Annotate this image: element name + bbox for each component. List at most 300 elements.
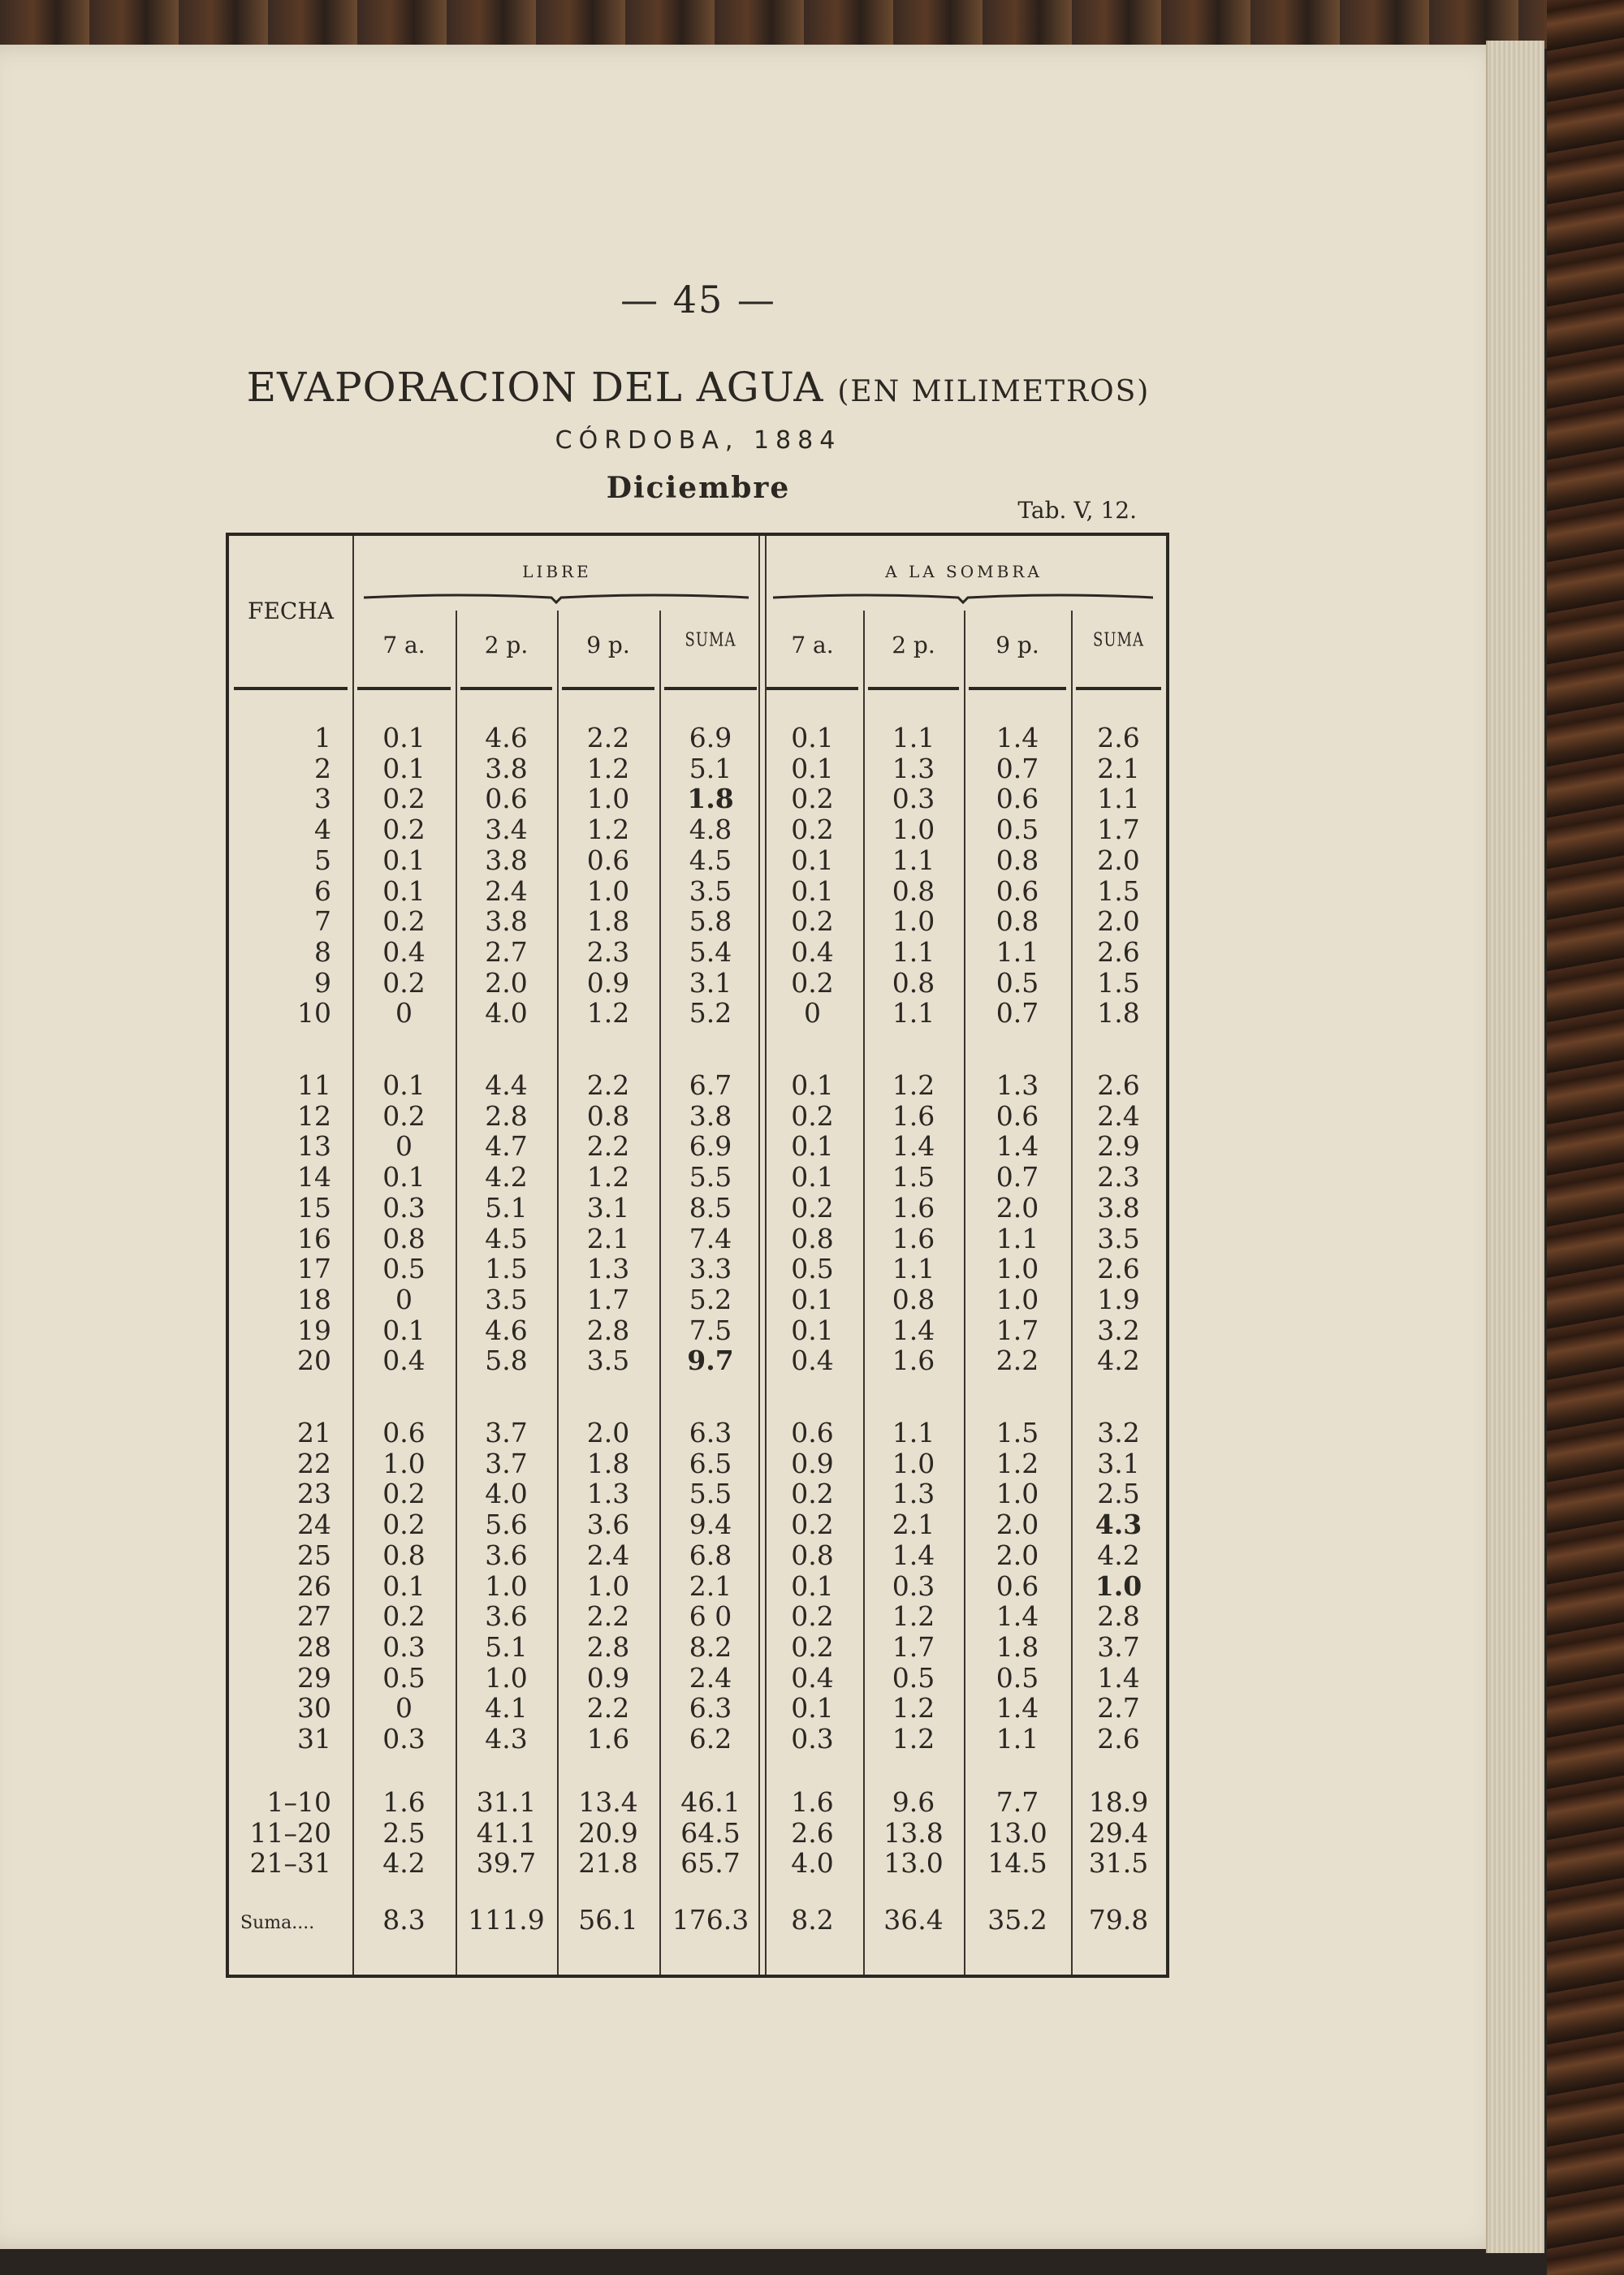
book-binding xyxy=(1547,0,1624,2275)
table-cell: 1.4 xyxy=(996,722,1039,753)
table-cell: 2.3 xyxy=(586,935,630,968)
table-cell: 3.5 xyxy=(1097,1222,1140,1254)
table-cell: 4.3 xyxy=(1095,1509,1142,1541)
header-rule xyxy=(969,687,1066,690)
date-cell: 19 xyxy=(297,1314,331,1346)
table-cell: 0 xyxy=(804,997,821,1030)
table-cell: 4.7 xyxy=(485,1130,528,1163)
table-cell: 0.2 xyxy=(382,1600,425,1633)
table-cell: 13.4 xyxy=(578,1786,638,1818)
table-cell: 31.5 xyxy=(1088,1847,1149,1880)
table-cell: 64.5 xyxy=(680,1816,741,1849)
table-cell: 1.6 xyxy=(382,1786,425,1818)
table-cell: 7.4 xyxy=(689,1222,732,1254)
table-cell: 0.5 xyxy=(892,1661,935,1694)
table-cell: 3.1 xyxy=(1097,1447,1140,1479)
table-cell: 0.9 xyxy=(586,966,630,999)
table-cell: 2.1 xyxy=(586,1222,630,1254)
table-cell: 7.5 xyxy=(689,1314,732,1346)
table-cell: 41.1 xyxy=(476,1816,537,1849)
table-cell: 0.8 xyxy=(791,1539,834,1571)
table-cell: 0.8 xyxy=(791,1222,834,1254)
table-cell: 8.5 xyxy=(689,1191,732,1224)
table-cell: 0.1 xyxy=(791,844,834,876)
table-cell: 2.0 xyxy=(1097,905,1140,938)
table-cell: 0.5 xyxy=(791,1253,834,1285)
table-cell: 1.1 xyxy=(996,935,1039,968)
table-cell: 0.4 xyxy=(791,1345,834,1377)
total-cell: 35.2 xyxy=(987,1904,1047,1936)
table-cell: 0.1 xyxy=(382,1069,425,1101)
table-cell: 0.7 xyxy=(996,752,1039,784)
table-cell: 6.8 xyxy=(689,1539,732,1571)
table-cell: 0.2 xyxy=(382,783,425,815)
table-cell: 4.5 xyxy=(485,1222,528,1254)
table-cell: 3.1 xyxy=(586,1191,630,1224)
table-cell: 1.6 xyxy=(892,1222,935,1254)
libre-brace xyxy=(364,591,749,604)
date-cell: 2 xyxy=(314,752,331,784)
table-cell: 0 xyxy=(395,1692,412,1725)
table-cell: 1.7 xyxy=(892,1630,935,1663)
table-cell: 2.1 xyxy=(1097,752,1140,784)
date-cell: 1 xyxy=(314,722,331,753)
table-cell: 4.6 xyxy=(485,1314,528,1346)
table-cell: 2.0 xyxy=(586,1417,630,1448)
header-rule xyxy=(234,687,348,690)
table-cell: 1.1 xyxy=(996,1723,1039,1755)
header-rule xyxy=(1076,687,1161,690)
table-cell: 2.1 xyxy=(892,1509,935,1541)
table-cell: 4.2 xyxy=(1097,1345,1140,1377)
table-cell: 1.2 xyxy=(586,814,630,846)
table-cell: 2.8 xyxy=(586,1630,630,1663)
table-cell: 65.7 xyxy=(680,1847,741,1880)
total-cell: 111.9 xyxy=(468,1904,545,1936)
date-cell: 14 xyxy=(297,1161,331,1194)
table-cell: 0.1 xyxy=(791,1569,834,1602)
table-cell: 1.3 xyxy=(892,752,935,784)
table-cell: 2.7 xyxy=(485,935,528,968)
table-cell: 1.1 xyxy=(892,935,935,968)
table-cell: 3.2 xyxy=(1097,1314,1140,1346)
table-cell: 2.8 xyxy=(1097,1600,1140,1633)
table-cell: 1.2 xyxy=(892,1692,935,1725)
table-cell: 0.4 xyxy=(791,935,834,968)
location-year: CÓRDOBA, 1884 xyxy=(555,426,842,455)
table-cell: 1.0 xyxy=(892,905,935,938)
table-cell: 0.1 xyxy=(382,844,425,876)
table-cell: 1.5 xyxy=(996,1417,1039,1448)
title-text: EVAPORACION DEL AGUA xyxy=(246,364,824,411)
table-cell: 5.8 xyxy=(689,905,732,938)
date-cell: 29 xyxy=(297,1661,331,1694)
table-cell: 0.6 xyxy=(996,1569,1039,1602)
table-cell: 0.2 xyxy=(791,1600,834,1633)
fecha-header: FECHA xyxy=(248,598,334,624)
table-cell: 0.2 xyxy=(382,1478,425,1510)
column-header-sombra-3: 9 p. xyxy=(996,632,1039,658)
table-cell: 1.6 xyxy=(892,1099,935,1132)
table-cell: 0.6 xyxy=(996,874,1039,907)
table-cell: 1.1 xyxy=(892,844,935,876)
table-cell: 1.1 xyxy=(892,722,935,753)
date-cell: 12 xyxy=(297,1099,331,1132)
table-cell: 2.8 xyxy=(485,1099,528,1132)
column-header-libre-1: 7 a. xyxy=(382,632,425,658)
table-cell: 0.7 xyxy=(996,1161,1039,1194)
table-cell: 0.1 xyxy=(382,874,425,907)
table-cell: 0.1 xyxy=(791,1692,834,1725)
table-cell: 13.0 xyxy=(987,1816,1047,1849)
table-cell: 5.4 xyxy=(689,935,732,968)
table-cell: 4.0 xyxy=(485,997,528,1030)
table-cell: 2.5 xyxy=(382,1816,425,1849)
table-cell: 0 xyxy=(395,1283,412,1315)
table-cell: 0.3 xyxy=(382,1191,425,1224)
table-cell: 1.8 xyxy=(996,1630,1039,1663)
date-cell: 30 xyxy=(297,1692,331,1725)
table-cell: 2.6 xyxy=(1097,1253,1140,1285)
table-cell: 0.1 xyxy=(382,752,425,784)
table-cell: 1.2 xyxy=(586,997,630,1030)
table-cell: 2.6 xyxy=(1097,722,1140,753)
table-cell: 4.1 xyxy=(485,1692,528,1725)
table-cell: 4.0 xyxy=(485,1478,528,1510)
date-cell: 10 xyxy=(297,997,331,1030)
table-cell: 39.7 xyxy=(476,1847,537,1880)
table-cell: 2.2 xyxy=(586,1692,630,1725)
table-cell: 0.4 xyxy=(382,1345,425,1377)
evaporation-table xyxy=(226,533,1169,1978)
table-cell: 3.6 xyxy=(485,1600,528,1633)
table-cell: 0.2 xyxy=(791,814,834,846)
table-cell: 4.8 xyxy=(689,814,732,846)
table-cell: 6.3 xyxy=(689,1692,732,1725)
table-cell: 1.3 xyxy=(586,1478,630,1510)
table-cell: 1.0 xyxy=(996,1283,1039,1315)
table-cell: 0.2 xyxy=(382,966,425,999)
table-cell: 3.8 xyxy=(485,905,528,938)
table-cell: 0.1 xyxy=(382,1569,425,1602)
table-cell: 3.2 xyxy=(1097,1417,1140,1448)
table-cell: 7.7 xyxy=(996,1786,1039,1818)
total-label: Suma.... xyxy=(240,1913,315,1933)
table-cell: 1.3 xyxy=(996,1069,1039,1101)
table-cell: 0.1 xyxy=(791,1314,834,1346)
column-header-sombra-2: 2 p. xyxy=(892,632,935,658)
header-rule xyxy=(664,687,757,690)
table-cell: 0.6 xyxy=(996,783,1039,815)
header-rule xyxy=(767,687,858,690)
date-cell: 21 xyxy=(297,1417,331,1448)
table-cell: 6.9 xyxy=(689,1130,732,1163)
table-cell: 2.0 xyxy=(996,1539,1039,1571)
table-cell: 0.3 xyxy=(892,1569,935,1602)
page-title xyxy=(0,364,1397,411)
date-cell: 15 xyxy=(297,1191,331,1224)
table-cell: 2.2 xyxy=(586,722,630,753)
table-cell: 1.0 xyxy=(586,1569,630,1602)
table-cell: 4.0 xyxy=(791,1847,834,1880)
table-cell: 2.9 xyxy=(1097,1130,1140,1163)
table-cell: 2.2 xyxy=(586,1130,630,1163)
table-cell: 1.2 xyxy=(892,1069,935,1101)
table-cell: 1.7 xyxy=(1097,814,1140,846)
table-cell: 2.0 xyxy=(996,1191,1039,1224)
table-cell: 0.2 xyxy=(382,905,425,938)
table-cell: 0.6 xyxy=(485,783,528,815)
table-cell: 3.3 xyxy=(689,1253,732,1285)
table-cell: 0.5 xyxy=(996,966,1039,999)
header-rule xyxy=(562,687,654,690)
table-cell: 6.5 xyxy=(689,1447,732,1479)
table-cell: 1.2 xyxy=(996,1447,1039,1479)
table-cell: 0.7 xyxy=(996,997,1039,1030)
column-header-libre-3: 9 p. xyxy=(586,632,630,658)
table-cell: 0.5 xyxy=(996,1661,1039,1694)
table-cell: 4.6 xyxy=(485,722,528,753)
table-cell: 0.2 xyxy=(382,1099,425,1132)
table-cell: 0.4 xyxy=(382,935,425,968)
date-cell: 21–31 xyxy=(249,1847,331,1880)
table-cell: 0.2 xyxy=(791,1630,834,1663)
table-cell: 1.4 xyxy=(996,1692,1039,1725)
date-cell: 7 xyxy=(314,905,331,938)
table-cell: 0.2 xyxy=(791,1478,834,1510)
table-cell: 3.8 xyxy=(689,1099,732,1132)
table-cell: 2.2 xyxy=(996,1345,1039,1377)
table-cell: 0.9 xyxy=(586,1661,630,1694)
table-cell: 1.1 xyxy=(1097,783,1140,815)
table-cell: 0.3 xyxy=(382,1630,425,1663)
table-cell: 4.2 xyxy=(485,1161,528,1194)
table-cell: 0.1 xyxy=(791,722,834,753)
table-cell: 0.2 xyxy=(791,1099,834,1132)
table-cell: 20.9 xyxy=(578,1816,638,1849)
table-cell: 0.8 xyxy=(382,1222,425,1254)
table-cell: 3.5 xyxy=(689,874,732,907)
table-cell: 1.0 xyxy=(485,1661,528,1694)
table-cell: 0.2 xyxy=(382,1509,425,1541)
table-cell: 1.4 xyxy=(892,1130,935,1163)
table-cell: 0.8 xyxy=(996,905,1039,938)
table-cell: 2.6 xyxy=(1097,935,1140,968)
table-cell: 2.6 xyxy=(1097,1723,1140,1755)
date-cell: 16 xyxy=(297,1222,331,1254)
table-cell: 9.4 xyxy=(689,1509,732,1541)
table-cell: 0.2 xyxy=(791,966,834,999)
table-cell: 0.2 xyxy=(382,814,425,846)
table-cell: 6 0 xyxy=(689,1600,732,1633)
date-cell: 5 xyxy=(314,844,331,876)
date-cell: 18 xyxy=(297,1283,331,1315)
total-cell: 56.1 xyxy=(578,1904,638,1936)
table-cell: 1.8 xyxy=(586,905,630,938)
table-cell: 1.0 xyxy=(1095,1569,1142,1602)
table-cell: 5.1 xyxy=(689,752,732,784)
table-cell: 13.0 xyxy=(883,1847,944,1880)
page-number: — 45 — xyxy=(620,278,776,322)
table-cell: 2.5 xyxy=(1097,1478,1140,1510)
date-cell: 8 xyxy=(314,935,331,968)
date-cell: 31 xyxy=(297,1723,331,1755)
table-cell: 2.4 xyxy=(586,1539,630,1571)
table-cell: 1.8 xyxy=(687,783,734,815)
table-cell: 1.2 xyxy=(892,1600,935,1633)
date-cell: 22 xyxy=(297,1447,331,1479)
table-cell: 0.6 xyxy=(996,1099,1039,1132)
table-cell: 0.8 xyxy=(996,844,1039,876)
column-header-libre-2: 2 p. xyxy=(484,632,529,658)
table-cell: 4.2 xyxy=(1097,1539,1140,1571)
table-cell: 0.6 xyxy=(586,844,630,876)
libre-group-header: LIBRE xyxy=(522,562,592,581)
table-cell: 3.6 xyxy=(586,1509,630,1541)
table-reference: Tab. V, 12. xyxy=(1017,497,1137,524)
date-cell: 6 xyxy=(314,874,331,907)
table-cell: 29.4 xyxy=(1088,1816,1149,1849)
table-cell: 0.1 xyxy=(791,1161,834,1194)
table-cell: 2.1 xyxy=(689,1569,732,1602)
table-cell: 2.6 xyxy=(1097,1069,1140,1101)
table-cell: 13.8 xyxy=(883,1816,944,1849)
table-cell: 1.1 xyxy=(892,1253,935,1285)
table-cell: 0 xyxy=(395,997,412,1030)
table-cell: 0.8 xyxy=(382,1539,425,1571)
table-cell: 1.4 xyxy=(892,1539,935,1571)
table-cell: 0.8 xyxy=(892,966,935,999)
table-cell: 5.1 xyxy=(485,1630,528,1663)
date-cell: 28 xyxy=(297,1630,331,1663)
date-cell: 3 xyxy=(314,783,331,815)
table-cell: 0.2 xyxy=(791,905,834,938)
table-cell: 2.4 xyxy=(689,1661,732,1694)
table-cell: 6.9 xyxy=(689,722,732,753)
table-cell: 0.3 xyxy=(892,783,935,815)
table-cell: 0.6 xyxy=(382,1417,425,1448)
table-cell: 1.1 xyxy=(892,1417,935,1448)
total-cell: 8.3 xyxy=(382,1904,425,1936)
table-cell: 0.9 xyxy=(791,1447,834,1479)
table-cell: 2.0 xyxy=(996,1509,1039,1541)
table-cell: 5.2 xyxy=(689,997,732,1030)
table-cell: 0.2 xyxy=(791,783,834,815)
table-cell: 1.5 xyxy=(892,1161,935,1194)
table-cell: 5.1 xyxy=(485,1191,528,1224)
table-cell: 3.1 xyxy=(689,966,732,999)
table-cell: 3.7 xyxy=(485,1417,528,1448)
date-cell: 26 xyxy=(297,1569,331,1602)
table-cell: 1.7 xyxy=(996,1314,1039,1346)
date-cell: 9 xyxy=(314,966,331,999)
table-cell: 1.6 xyxy=(586,1723,630,1755)
table-cell: 1.6 xyxy=(892,1191,935,1224)
month-heading: Diciembre xyxy=(606,471,791,505)
table-cell: 5.5 xyxy=(689,1161,732,1194)
table-cell: 0.1 xyxy=(382,1161,425,1194)
table-cell: 1.1 xyxy=(996,1222,1039,1254)
header-rule xyxy=(868,687,959,690)
table-cell: 5.8 xyxy=(485,1345,528,1377)
table-cell: 3.7 xyxy=(485,1447,528,1479)
table-cell: 1.3 xyxy=(586,1253,630,1285)
table-cell: 6.2 xyxy=(689,1723,732,1755)
table-cell: 14.5 xyxy=(987,1847,1047,1880)
sombra-group-header: A LA SOMBRA xyxy=(885,562,1043,581)
date-cell: 4 xyxy=(314,814,331,846)
table-cell: 2.4 xyxy=(485,874,528,907)
table-cell: 1.6 xyxy=(892,1345,935,1377)
table-cell: 1.6 xyxy=(791,1786,834,1818)
table-cell: 0.6 xyxy=(791,1417,834,1448)
date-cell: 17 xyxy=(297,1253,331,1285)
table-cell: 21.8 xyxy=(578,1847,638,1880)
table-cell: 1.0 xyxy=(586,783,630,815)
table-cell: 3.5 xyxy=(586,1345,630,1377)
table-cell: 0.1 xyxy=(382,722,425,753)
total-cell: 176.3 xyxy=(672,1904,749,1936)
title-unit: (EN MILIMETROS) xyxy=(837,375,1151,408)
table-cell: 0.3 xyxy=(791,1723,834,1755)
table-cell: 0.1 xyxy=(791,752,834,784)
table-cell: 3.8 xyxy=(1097,1191,1140,1224)
table-cell: 1.8 xyxy=(1097,997,1140,1030)
table-cell: 1.4 xyxy=(996,1600,1039,1633)
table-cell: 0.8 xyxy=(892,1283,935,1315)
table-cell: 0.3 xyxy=(382,1723,425,1755)
date-cell: 24 xyxy=(297,1509,331,1541)
table-cell: 0.5 xyxy=(382,1661,425,1694)
table-cell: 2.2 xyxy=(586,1069,630,1101)
table-cell: 1.9 xyxy=(1097,1283,1140,1315)
table-cell: 5.6 xyxy=(485,1509,528,1541)
table-cell: 1.2 xyxy=(892,1723,935,1755)
column-header-sombra-1: 7 a. xyxy=(791,632,834,658)
table-cell: 1.2 xyxy=(586,752,630,784)
sombra-brace xyxy=(773,591,1153,604)
column-header-libre-4: SUMA xyxy=(685,628,736,652)
date-cell: 11–20 xyxy=(249,1816,331,1849)
table-cell: 0.2 xyxy=(791,1191,834,1224)
date-cell: 27 xyxy=(297,1600,331,1633)
table-cell: 3.8 xyxy=(485,752,528,784)
table-cell: 1.1 xyxy=(892,997,935,1030)
table-cell: 2.0 xyxy=(1097,844,1140,876)
table-cell: 1.4 xyxy=(892,1314,935,1346)
date-cell: 23 xyxy=(297,1478,331,1510)
table-cell: 3.7 xyxy=(1097,1630,1140,1663)
table-cell: 2.4 xyxy=(1097,1099,1140,1132)
table-cell: 0.2 xyxy=(791,1509,834,1541)
table-cell: 4.5 xyxy=(689,844,732,876)
table-cell: 1.5 xyxy=(485,1253,528,1285)
table-cell: 0.1 xyxy=(791,874,834,907)
column-header-sombra-4: SUMA xyxy=(1093,628,1144,652)
total-cell: 79.8 xyxy=(1088,1904,1149,1936)
table-cell: 1.4 xyxy=(1097,1661,1140,1694)
table-cell: 1.2 xyxy=(586,1161,630,1194)
table-cell: 1.0 xyxy=(996,1253,1039,1285)
table-cell: 0.5 xyxy=(996,814,1039,846)
table-cell: 5.5 xyxy=(689,1478,732,1510)
date-cell: 11 xyxy=(297,1069,331,1101)
table-cell: 0.1 xyxy=(791,1283,834,1315)
header-rule xyxy=(460,687,552,690)
table-cell: 0.1 xyxy=(791,1130,834,1163)
table-cell: 5.2 xyxy=(689,1283,732,1315)
table-cell: 9.7 xyxy=(687,1345,734,1377)
